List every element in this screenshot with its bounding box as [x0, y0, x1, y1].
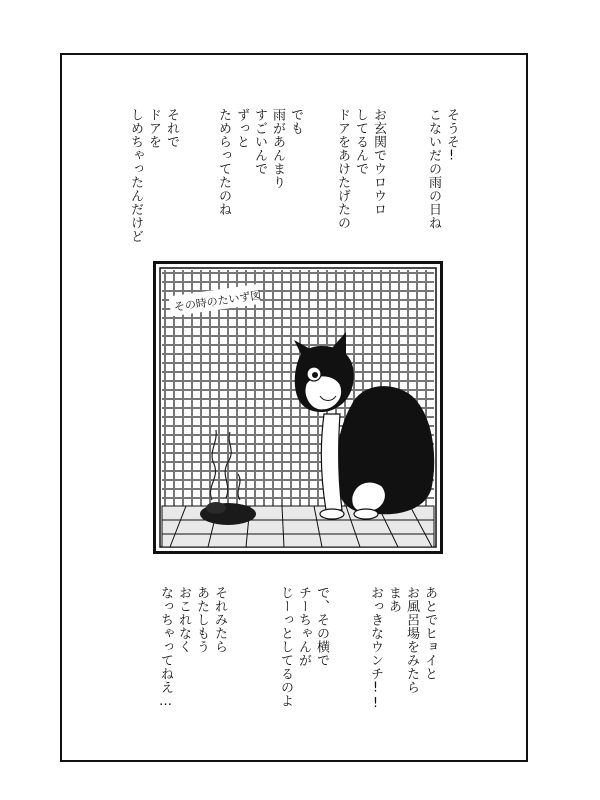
dialogue-line: してるんで	[353, 108, 368, 176]
dialogue-line: おこれなく	[176, 586, 191, 654]
dialogue-line: それみたら	[212, 586, 227, 654]
dialogue-block-3	[214, 108, 304, 216]
panel-caption: その時のたいず図	[173, 288, 263, 314]
dialogue-line: ドアを	[146, 108, 161, 149]
dialogue-line: なっちゃってねえ…	[158, 586, 173, 710]
dialogue-line: 雨があんまり	[270, 108, 285, 189]
bathroom-cat-illustration	[156, 264, 440, 551]
dialogue-line: お風呂場をみたら	[404, 586, 419, 694]
dialogue-block-2	[333, 108, 387, 230]
dialogue-line: そうそ!	[444, 108, 459, 164]
dialogue-line: でも	[288, 108, 303, 135]
dialogue-line: あたしもう	[194, 586, 209, 654]
dialogue-line: すごいんで	[252, 108, 267, 176]
dialogue-block-4	[126, 108, 180, 243]
dialogue-line: で、その横で	[314, 586, 329, 667]
dialogue-block-7	[156, 586, 228, 710]
dialogue-line: お玄関でウロウロ	[371, 108, 386, 216]
dialogue-line: まあ	[386, 586, 401, 613]
dialogue-line: それで	[164, 108, 179, 149]
dialogue-block-6	[276, 586, 330, 708]
dialogue-line: チーちゃんが	[296, 586, 311, 667]
illustration-panel	[153, 261, 443, 554]
dialogue-line: ずっと	[234, 108, 249, 149]
dialogue-line: じーっとしてるのよ	[278, 586, 293, 708]
dialogue-line: こないだの雨の日ね	[426, 108, 441, 230]
dialogue-line: ドアをあけたげたの	[335, 108, 350, 230]
dialogue-line: おっきなウンチ!!	[368, 586, 383, 712]
dialogue-block-1	[424, 108, 460, 230]
dialogue-line: ためらってたのね	[216, 108, 231, 216]
dialogue-line: あとでヒョイと	[422, 586, 437, 681]
dialogue-line: しめちゃったんだけど	[128, 108, 143, 243]
dialogue-block-5	[366, 586, 438, 712]
